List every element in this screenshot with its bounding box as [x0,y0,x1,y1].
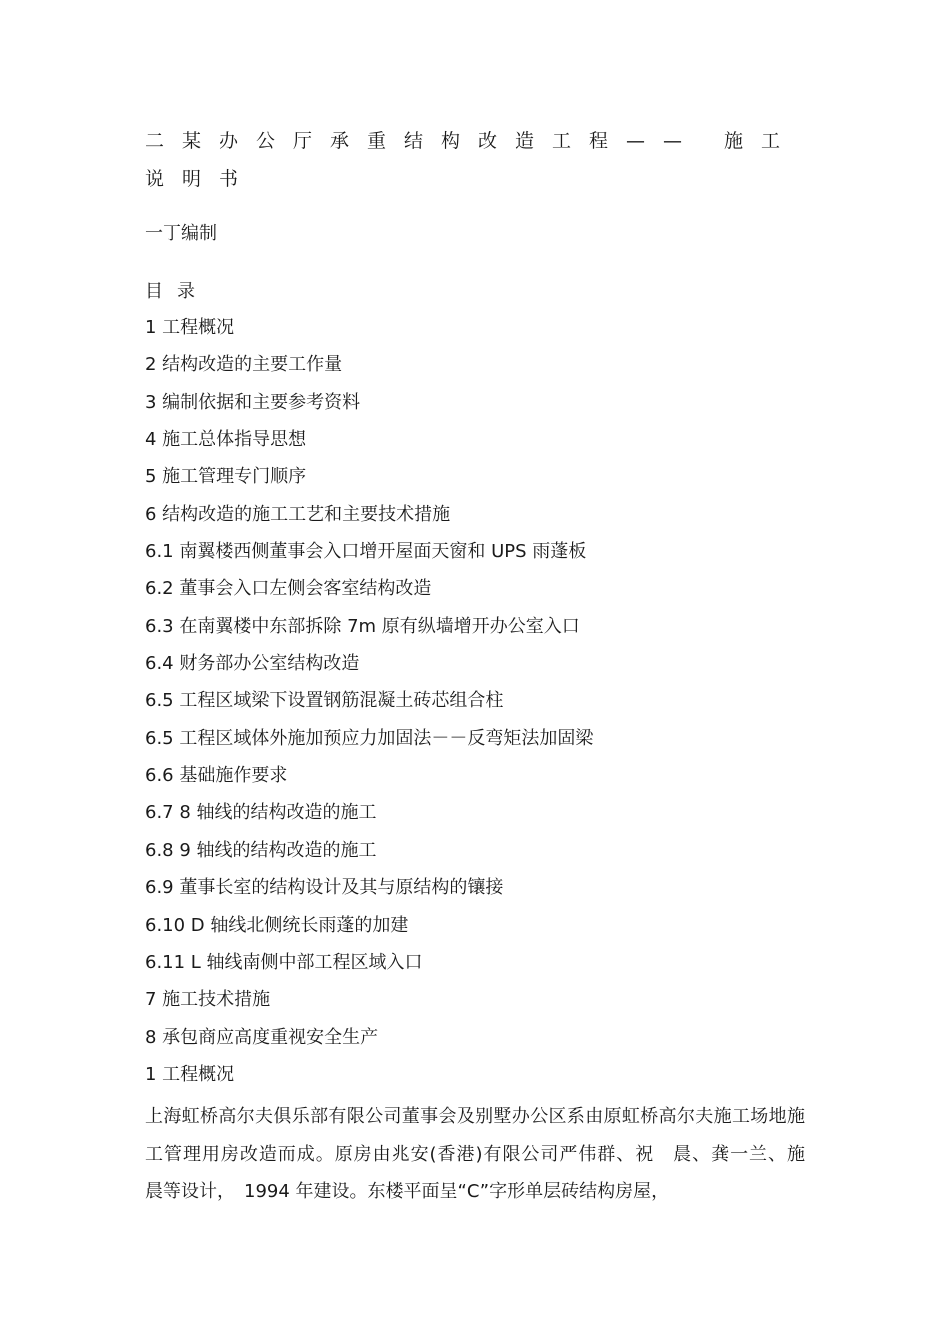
toc-item: 6.5 工程区域体外施加预应力加固法－－反弯矩法加固梁 [145,727,594,749]
toc-item: 6.7 8 轴线的结构改造的施工 [145,802,377,824]
toc-item: 6 结构改造的施工工艺和主要技术措施 [145,503,451,525]
document-title: 二某办公厅承重结构改造工程—— 施工说明书 [145,130,799,190]
table-of-contents [145,314,593,1061]
toc-heading: 目录 [145,281,209,302]
toc-item: 5 施工管理专门顺序 [145,466,307,488]
toc-item: 4 施工总体指导思想 [145,429,307,451]
toc-item: 6.2 董事会入口左侧会客室结构改造 [145,578,432,600]
toc-item: 1 工程概况 [145,317,235,338]
toc-item: 3 编制依据和主要参考资料 [145,391,361,413]
toc-item: 2 结构改造的主要工作量 [145,354,343,376]
toc-item: 6.11 L 轴线南侧中部工程区域入口 [145,951,423,973]
document-author: 一丁编制 [145,223,217,244]
toc-item: 6.3 在南翼楼中东部拆除 7m 原有纵墙增开办公室入口 [145,615,580,637]
toc-item: 6.4 财务部办公室结构改造 [145,653,360,675]
body-paragraph: 上海虹桥高尔夫俱乐部有限公司董事会及别墅办公区系由原虹桥高尔夫施工场地施工管理用房改造而成。原房由兆安(香港)有限公司严伟群、祝 晨、龚一兰、施 晨等设计， 1994 年建设。东楼平面呈“C”字形单层砖结构房屋， [145,1106,823,1202]
toc-item: 6.9 董事长室的结构设计及其与原结构的镶接 [145,877,504,899]
toc-item: 8 承包商应高度重视安全生产 [145,1026,379,1048]
toc-item: 6.10 D 轴线北侧统长雨蓬的加建 [145,914,409,936]
section-heading: 1 工程概况 [145,1064,235,1085]
toc-item: 6.1 南翼楼西侧董事会入口增开屋面天窗和 UPS 雨蓬板 [145,541,587,563]
toc-item: 6.8 9 轴线的结构改造的施工 [145,839,377,861]
toc-item: 6.5 工程区域梁下设置钢筋混凝土砖芯组合柱 [145,690,504,712]
toc-item: 6.6 基础施作要求 [145,765,288,787]
toc-item: 7 施工技术措施 [145,989,271,1011]
